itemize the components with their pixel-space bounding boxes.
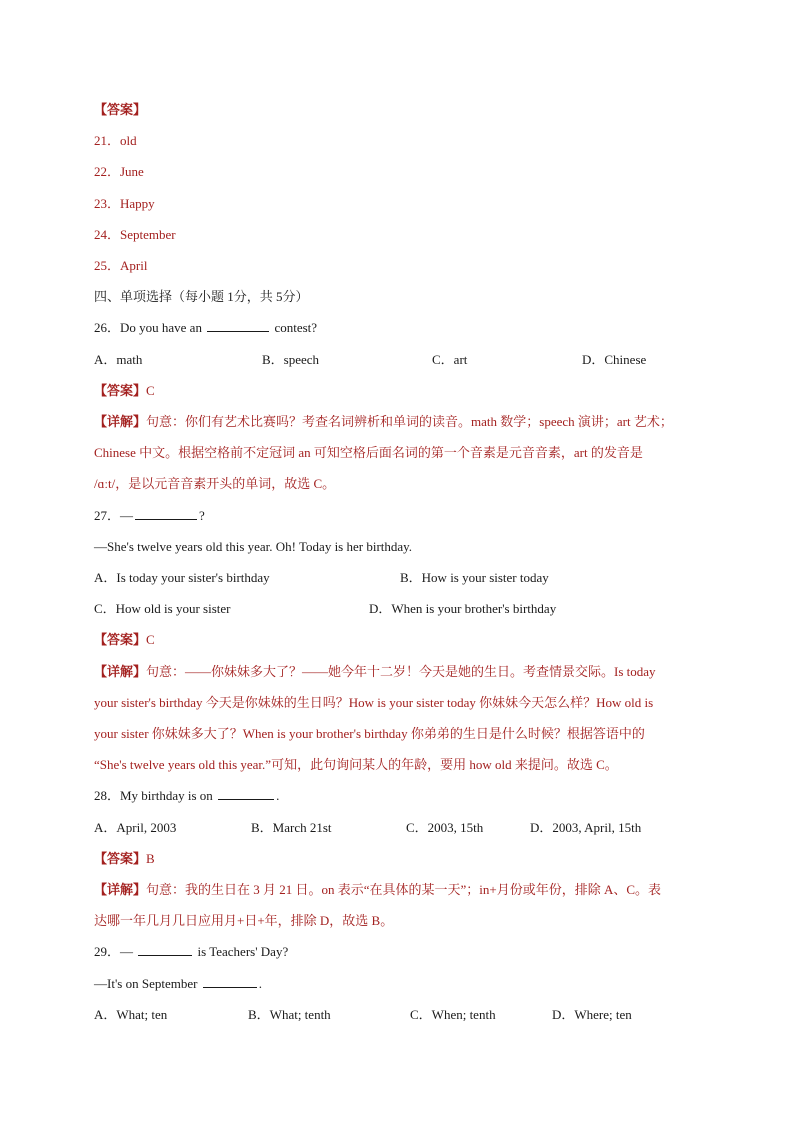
detail-tag: 【详解】: [94, 664, 147, 679]
detail-tag: 【详解】: [94, 882, 147, 897]
detail-text: 达哪一年几月几日应用月+日+年，排除 D，故选 B。: [94, 913, 394, 928]
detail-tag: 【详解】: [94, 414, 147, 429]
question-29-stem: [94, 943, 288, 961]
question-stem-text: contest?: [274, 320, 318, 335]
question-27-stem: [94, 507, 205, 525]
question-stem-text: .: [276, 788, 280, 803]
section-title: 四、单项选择（每小题 1分，共 5分）: [94, 289, 309, 304]
option-a: A．math: [94, 352, 143, 367]
question-stem-text: ?: [199, 508, 205, 523]
question-26-stem: [94, 319, 317, 337]
option-c: C．How old is your sister: [94, 601, 231, 616]
detail-text: 句意：我的生日在 3 月 21 日。on 表示“在具体的某一天”；in+月份或年份，排除 A、C。表: [146, 882, 662, 897]
detail-text: Chinese 中文。根据空格前不定冠词 an 可知空格后面名词的第一个音素是元音音素，art 的发音是: [94, 445, 643, 460]
option-a: A．Is today your sister's birthday: [94, 570, 270, 585]
option-b: B．March 21st: [251, 820, 332, 835]
reply-text: —It's on September: [94, 976, 198, 991]
option-b: B．speech: [262, 352, 320, 367]
question-29-reply: [94, 975, 262, 993]
option-c: C．2003, 15th: [406, 820, 484, 835]
answer-line: [94, 382, 155, 400]
answer-tag: 【答案】: [94, 632, 147, 647]
answer-tag: 【答案】: [94, 851, 147, 866]
detail-line: [94, 663, 656, 681]
detail-text: your sister's birthday 今天是你妹妹的生日吗？How is your sister today 你妹妹今天怎么样？How old is: [94, 695, 654, 710]
option-b: B．What; tenth: [248, 1007, 331, 1022]
question-28-stem: [94, 787, 279, 805]
question-27-reply: —She's twelve years old this year. Oh! Today is her birthday.: [94, 539, 413, 554]
detail-text: /ɑːt/，是以元音音素开头的单词，故选 C。: [94, 476, 336, 491]
option-d: D．2003, April, 15th: [530, 820, 642, 835]
answer-blank: [207, 319, 269, 332]
option-a: A．What; ten: [94, 1007, 168, 1022]
answer-value: B: [146, 851, 155, 866]
answer-blank: [203, 975, 257, 988]
answer-blank: [135, 507, 197, 520]
answers-header: 【答案】: [94, 102, 147, 117]
detail-text: “She's twelve years old this year.”可知，此句询问某人的年龄，要用 how old 来提问。故选 C。: [94, 757, 618, 772]
detail-text: 句意：——你妹妹多大了？——她今年十二岁！今天是她的生日。考查情景交际。Is today: [146, 664, 656, 679]
answer-blank: [138, 943, 192, 956]
answer-tag: 【答案】: [94, 383, 147, 398]
detail-text: 句意：你们有艺术比赛吗？考查名词辨析和单词的读音。math 数学；speech 演讲；art 艺术；: [146, 414, 673, 429]
answer-line: [94, 631, 155, 649]
question-stem-text: 26．Do you have an: [94, 320, 202, 335]
fill-answer-22: 22．June: [94, 164, 144, 179]
option-c: C．art: [432, 352, 468, 367]
question-stem-text: 29．—: [94, 944, 134, 959]
option-d: D．Chinese: [582, 352, 647, 367]
detail-text: your sister 你妹妹多大了？When is your brother's birthday 你弟弟的生日是什么时候？根据答语中的: [94, 726, 645, 741]
detail-line: [94, 413, 673, 431]
detail-line: [94, 881, 661, 899]
answer-blank: [218, 787, 274, 800]
question-stem-text: 27．—: [94, 508, 134, 523]
answer-value: C: [146, 383, 155, 398]
fill-answer-21: 21．old: [94, 133, 137, 148]
fill-answer-24: 24．September: [94, 227, 176, 242]
question-stem-text: 28．My birthday is on: [94, 788, 213, 803]
option-d: D．Where; ten: [552, 1007, 632, 1022]
option-d: D．When is your brother's birthday: [369, 601, 557, 616]
answer-line: [94, 850, 155, 868]
option-c: C．When; tenth: [410, 1007, 496, 1022]
fill-answer-23: 23．Happy: [94, 196, 155, 211]
option-a: A．April, 2003: [94, 820, 177, 835]
reply-text: .: [258, 976, 262, 991]
option-b: B．How is your sister today: [400, 570, 549, 585]
fill-answer-25: 25．April: [94, 258, 148, 273]
answer-value: C: [146, 632, 155, 647]
question-stem-text: is Teachers' Day?: [197, 944, 289, 959]
